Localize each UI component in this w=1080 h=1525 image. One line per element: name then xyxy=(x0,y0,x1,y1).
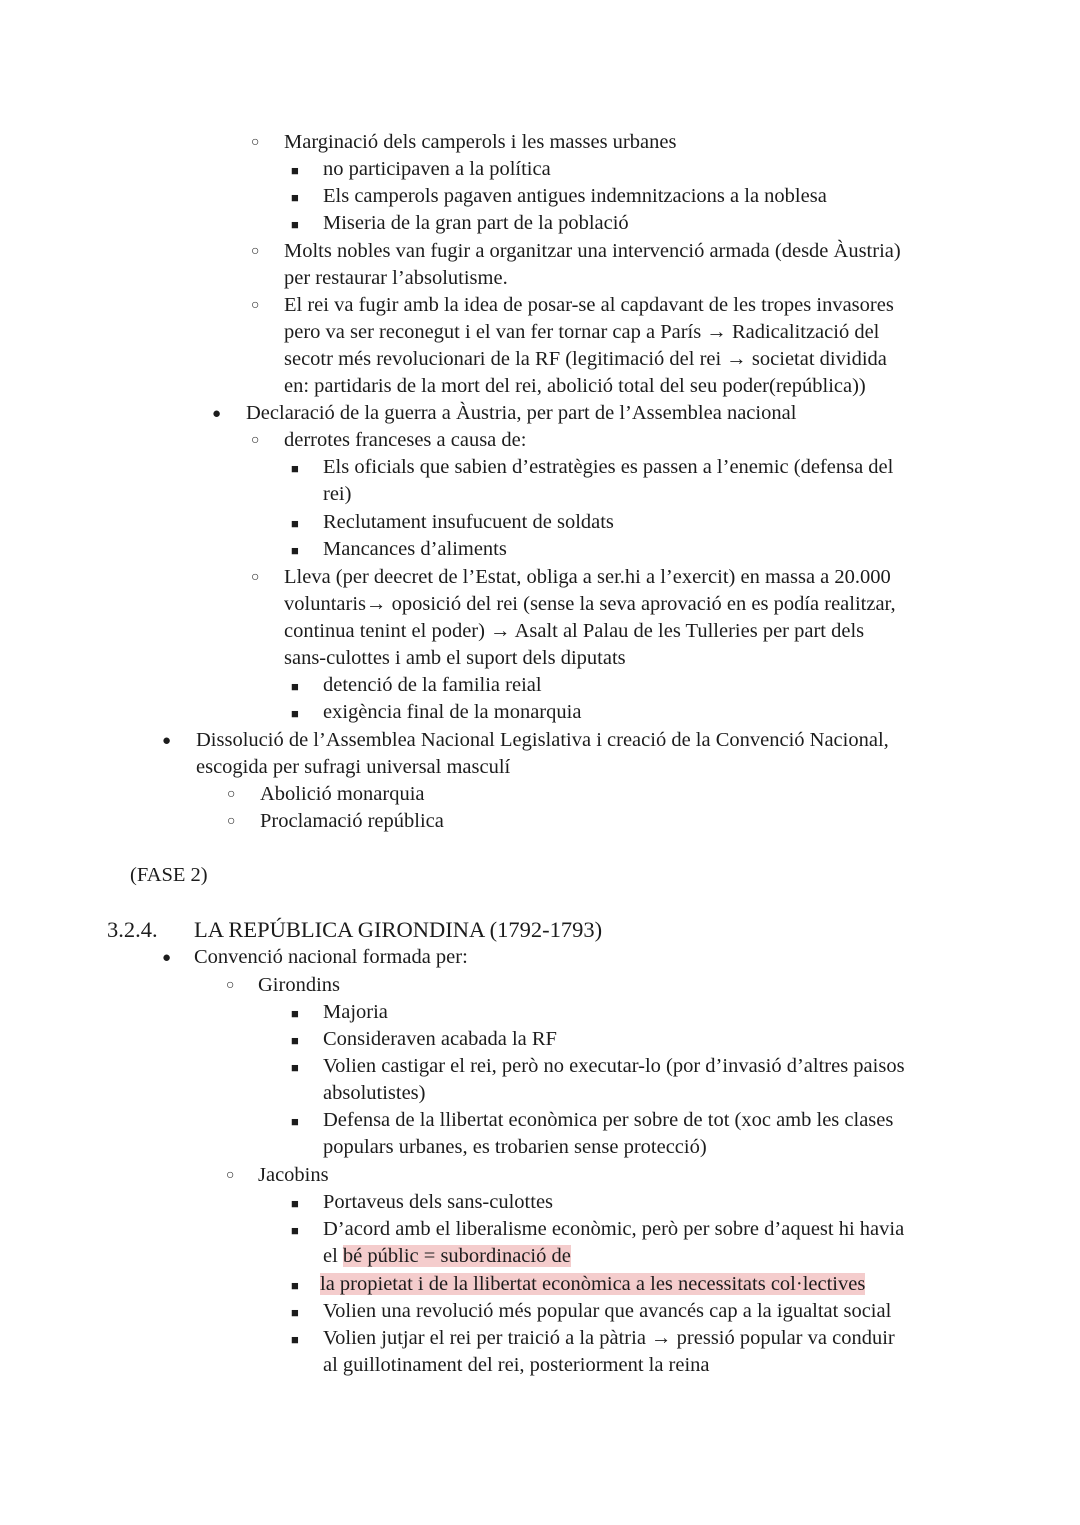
disc-bullet-icon: ● xyxy=(212,406,222,422)
phase-label: (FASE 2) xyxy=(130,864,208,886)
square-bullet-icon: ■ xyxy=(291,679,299,694)
circle-bullet-icon: ○ xyxy=(251,298,260,313)
list-item: Portaveus dels sans-culottes xyxy=(323,1191,554,1213)
list-item-cont: absolutistes) xyxy=(323,1082,426,1104)
list-item-dissolucio-cont: escogida per sufragi universal masculí xyxy=(196,756,511,778)
circle-bullet-icon: ○ xyxy=(251,433,260,448)
list-item-marginacio: Marginació dels camperols i les masses urbanes xyxy=(284,131,677,153)
list-item: Volien castigar el rei, però no executar-lo (por d’invasió d’altres paisos xyxy=(323,1055,905,1077)
list-item-derrotes: derrotes franceses a causa de: xyxy=(284,429,527,451)
list-item-cont: rei) xyxy=(323,483,352,505)
list-item: Els camperols pagaven antigues indemnitzacions a la noblesa xyxy=(323,185,827,207)
square-bullet-icon: ■ xyxy=(291,1060,299,1075)
list-item-dissolucio: Dissolució de l’Assemblea Nacional Legislativa i creació de la Convenció Nacional, xyxy=(196,729,889,751)
list-item: D’acord amb el liberalisme econòmic, però per sobre d’aquest hi havia xyxy=(323,1218,905,1240)
circle-bullet-icon: ○ xyxy=(251,244,260,259)
list-item: Proclamació república xyxy=(260,810,444,832)
square-bullet-icon: ■ xyxy=(291,163,299,178)
square-bullet-icon: ■ xyxy=(291,217,299,232)
square-bullet-icon: ■ xyxy=(291,1196,299,1211)
square-bullet-icon: ■ xyxy=(291,543,299,558)
square-bullet-icon: ■ xyxy=(291,706,299,721)
plain-text: el xyxy=(323,1245,343,1267)
square-bullet-icon: ■ xyxy=(291,190,299,205)
circle-bullet-icon: ○ xyxy=(226,1168,235,1183)
circle-bullet-icon: ○ xyxy=(227,787,236,802)
list-item: Volien jutjar el rei per traició a la pàtria → pressió popular va conduir xyxy=(323,1327,895,1349)
highlighted-text: la propietat i de la llibertat econòmica a les necessitats col·lectives xyxy=(320,1273,866,1295)
circle-bullet-icon: ○ xyxy=(251,570,260,585)
list-item-girondins: Girondins xyxy=(258,974,340,996)
list-item: Volien una revolució més popular que avancés cap a la igualtat social xyxy=(323,1300,892,1322)
list-item: Miseria de la gran part de la població xyxy=(323,212,629,234)
list-item: detenció de la familia reial xyxy=(323,674,542,696)
list-item-lleva: Lleva (per deecret de l’Estat, obliga a ser.hi a l’exercit) en massa a 20.000 xyxy=(284,566,891,588)
square-bullet-icon: ■ xyxy=(291,1033,299,1048)
circle-bullet-icon: ○ xyxy=(251,135,260,150)
list-item-jacobins: Jacobins xyxy=(258,1164,329,1186)
list-item-lleva-cont: continua tenint el poder) → Asalt al Palau de les Tulleries per part dels xyxy=(284,620,865,642)
square-bullet-icon: ■ xyxy=(291,1223,299,1238)
square-bullet-icon: ■ xyxy=(291,1006,299,1021)
list-item-lleva-cont: sans-culottes i amb el suport dels diputats xyxy=(284,647,626,669)
list-item: Majoria xyxy=(323,1001,388,1023)
highlighted-text: bé públic = subordinació de xyxy=(342,1245,571,1267)
list-item-rei-fugir-cont: secotr més revolucionari de la RF (legitimació del rei → societat dividida xyxy=(284,348,887,370)
list-item: Mancances d’aliments xyxy=(323,538,507,560)
list-item-rei-fugir-cont: pero va ser reconegut i el van fer tornar cap a París → Radicalització del xyxy=(284,321,880,343)
list-item-lleva-cont: voluntaris→ oposició del rei (sense la seva aprovació en es podía realitzar, xyxy=(284,593,896,615)
list-item-rei-fugir-cont: en: partidaris de la mort del rei, abolició total del seu poder(república)) xyxy=(284,375,866,397)
square-bullet-icon: ■ xyxy=(291,516,299,531)
list-item xyxy=(320,1271,865,1298)
disc-bullet-icon: ● xyxy=(162,733,172,749)
section-title: LA REPÚBLICA GIRONDINA (1792-1793) xyxy=(194,917,603,942)
square-bullet-icon: ■ xyxy=(291,1278,299,1293)
list-item-rei-fugir: El rei va fugir amb la idea de posar-se al capdavant de les tropes invasores xyxy=(284,294,894,316)
square-bullet-icon: ■ xyxy=(291,1305,299,1320)
list-item: exigència final de la monarquia xyxy=(323,701,582,723)
list-item-guerra: Declaració de la guerra a Àustria, per part de l’Assemblea nacional xyxy=(246,402,797,424)
list-item: Defensa de la llibertat econòmica per sobre de tot (xoc amb les clases xyxy=(323,1109,894,1131)
list-item: Els oficials que sabien d’estratègies es passen a l’enemic (defensa del xyxy=(323,456,894,478)
square-bullet-icon: ■ xyxy=(291,461,299,476)
circle-bullet-icon: ○ xyxy=(226,978,235,993)
list-item: Reclutament insufucuent de soldats xyxy=(323,511,614,533)
list-item: Consideraven acabada la RF xyxy=(323,1028,557,1050)
square-bullet-icon: ■ xyxy=(291,1332,299,1347)
circle-bullet-icon: ○ xyxy=(227,814,236,829)
list-item-nobles: Molts nobles van fugir a organitzar una intervenció armada (desde Àustria) xyxy=(284,240,901,262)
square-bullet-icon: ■ xyxy=(291,1114,299,1129)
disc-bullet-icon: ● xyxy=(162,950,172,966)
list-item: no participaven a la política xyxy=(323,158,551,180)
list-item-cont: al guillotinament del rei, posteriorment la reina xyxy=(323,1354,710,1376)
list-item: Abolició monarquia xyxy=(260,783,425,805)
list-item-cont xyxy=(323,1243,571,1270)
list-item-nobles-cont: per restaurar l’absolutisme. xyxy=(284,267,508,289)
list-item-convencio: Convenció nacional formada per: xyxy=(194,946,468,968)
list-item-cont: populars urbanes, es trobarien sense protecció) xyxy=(323,1136,707,1158)
section-number: 3.2.4. xyxy=(107,917,158,942)
